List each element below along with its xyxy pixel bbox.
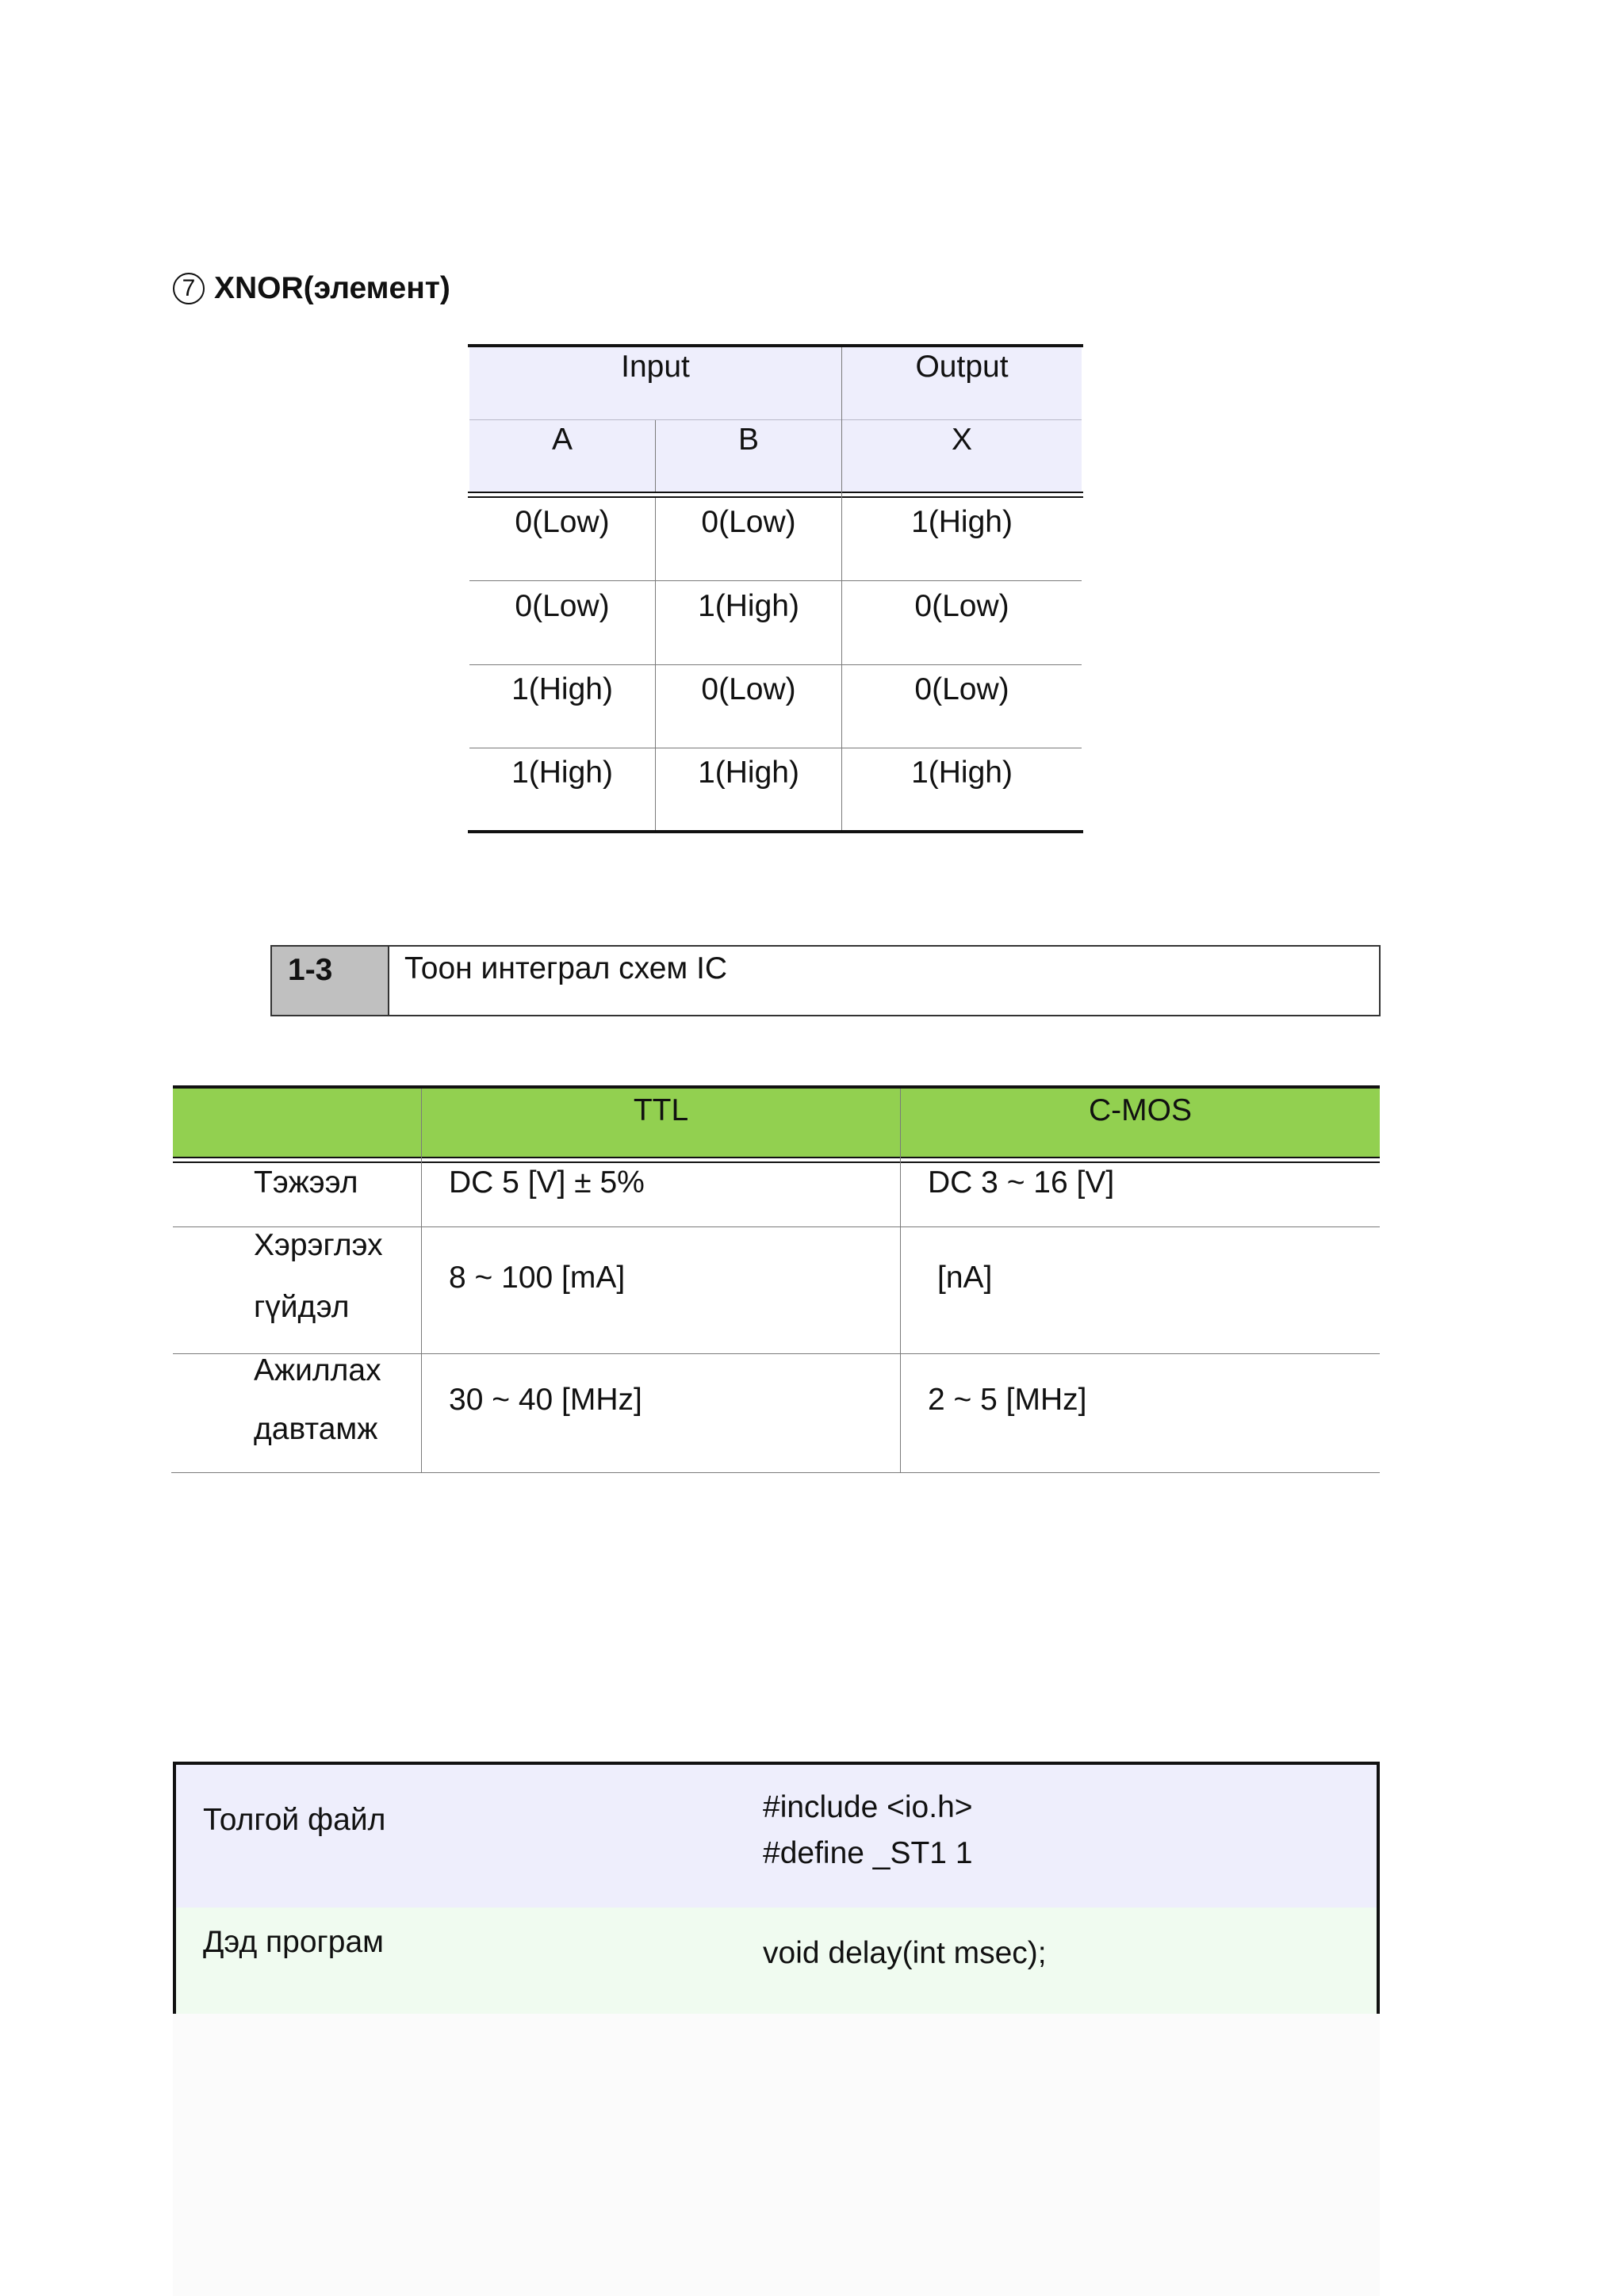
truth-cell-b: 1(High) bbox=[698, 588, 799, 623]
code-label: Дэд програм bbox=[203, 1925, 384, 1959]
section-number-cell bbox=[272, 947, 389, 1015]
ic-table-row-divider bbox=[173, 1226, 1380, 1227]
ic-row-label: Ажиллах bbox=[254, 1353, 381, 1387]
ic-row-label: Тэжээл bbox=[254, 1165, 358, 1200]
code-line: #define _ST1 1 bbox=[763, 1836, 973, 1870]
truth-header-x: X bbox=[951, 422, 972, 457]
truth-table-row-divider bbox=[469, 664, 1082, 665]
truth-cell-a: 0(Low) bbox=[515, 504, 610, 539]
ic-row-label: Хэрэглэх bbox=[254, 1228, 383, 1262]
truth-table-header-rule-1 bbox=[468, 492, 1083, 493]
truth-table-bottom-rule bbox=[468, 830, 1083, 833]
code-line: #include <io.h> bbox=[763, 1790, 973, 1824]
section-title: Тоон интеграл схем IC bbox=[404, 951, 728, 985]
truth-cell-a: 1(High) bbox=[511, 755, 613, 790]
ic-cell-ttl: 30 ~ 40 [MHz] bbox=[449, 1383, 642, 1417]
ic-table-bottom-rule bbox=[171, 1472, 1380, 1473]
truth-table-row-divider bbox=[469, 580, 1082, 581]
truth-table-header-rule-2 bbox=[468, 496, 1083, 498]
truth-cell-x: 1(High) bbox=[911, 504, 1013, 539]
ic-header-ttl: TTL bbox=[633, 1093, 689, 1127]
ic-row-label-2: гүйдэл bbox=[254, 1290, 350, 1324]
truth-header-b: B bbox=[737, 422, 759, 457]
truth-cell-x: 0(Low) bbox=[914, 588, 1009, 623]
truth-cell-b: 1(High) bbox=[698, 755, 799, 790]
ic-table-col-divider bbox=[421, 1089, 422, 1472]
truth-cell-a: 0(Low) bbox=[515, 588, 610, 623]
ic-cell-ttl: 8 ~ 100 [mA] bbox=[449, 1261, 626, 1295]
section-heading bbox=[173, 266, 450, 311]
heading-title: XNOR(элемент) bbox=[214, 271, 450, 305]
truth-table-top-rule bbox=[468, 344, 1083, 347]
code-label: Толгой файл bbox=[203, 1803, 386, 1837]
ic-header-cmos: C-MOS bbox=[1089, 1093, 1192, 1127]
truth-cell-a: 1(High) bbox=[511, 672, 613, 706]
ic-cell-cmos: 2 ~ 5 [MHz] bbox=[928, 1383, 1087, 1417]
heading-number-circle: 7 bbox=[173, 273, 205, 304]
truth-cell-b: 0(Low) bbox=[701, 504, 796, 539]
lower-page-area bbox=[173, 2014, 1380, 2296]
truth-header-a: A bbox=[551, 422, 573, 457]
ic-row-label-2: давтамж bbox=[254, 1412, 378, 1446]
truth-header-input: Input bbox=[621, 349, 690, 384]
truth-header-output: Output bbox=[915, 349, 1009, 384]
ic-table-header-rule-1 bbox=[173, 1157, 1380, 1158]
ic-cell-cmos: DC 3 ~ 16 [V] bbox=[928, 1165, 1115, 1200]
code-line: void delay(int msec); bbox=[763, 1936, 1047, 1970]
truth-cell-b: 0(Low) bbox=[701, 672, 796, 706]
ic-table-top-rule bbox=[173, 1085, 1380, 1089]
ic-table-col-divider bbox=[900, 1089, 901, 1472]
section-number: 1-3 bbox=[288, 953, 333, 987]
ic-header-empty bbox=[173, 1093, 421, 1129]
truth-cell-x: 1(High) bbox=[911, 755, 1013, 790]
truth-cell-x: 0(Low) bbox=[914, 672, 1009, 706]
ic-cell-cmos: [nA] bbox=[937, 1261, 993, 1295]
ic-cell-ttl: DC 5 [V] ± 5% bbox=[449, 1165, 645, 1200]
ic-table-header-rule-2 bbox=[173, 1161, 1380, 1163]
truth-table-header-divider bbox=[469, 419, 1082, 420]
